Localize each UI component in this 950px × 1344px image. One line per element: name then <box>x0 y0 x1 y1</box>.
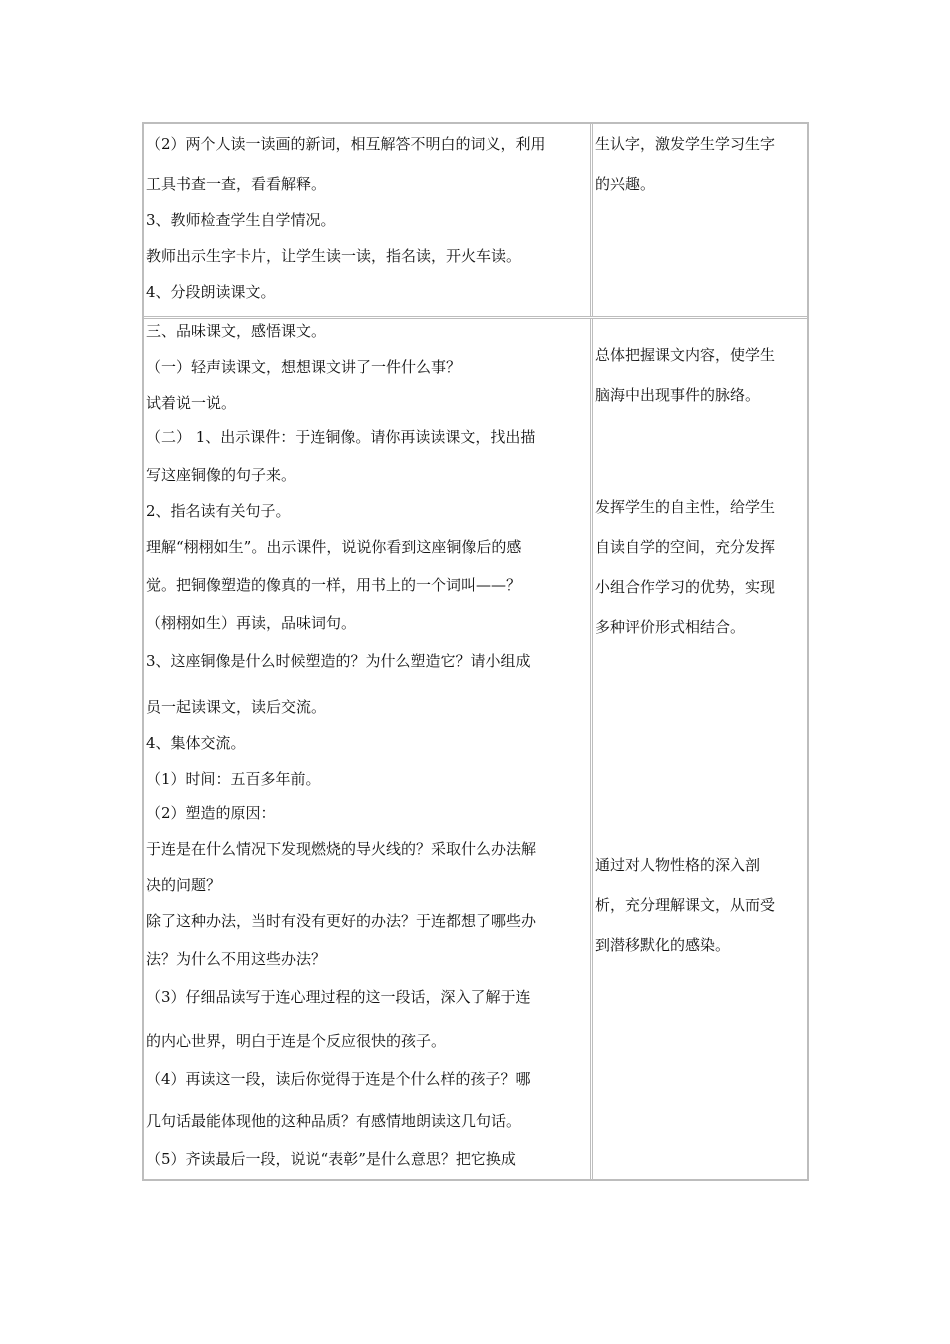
text-line: 生认字，激发学生学习生字 <box>595 135 776 153</box>
text-line: 决的问题？ <box>146 876 222 894</box>
teaching-process-cell <box>144 124 593 316</box>
text-line: 自读自学的空间，充分发挥 <box>595 538 776 556</box>
text-line: 析，充分理解课文，从而受 <box>595 896 776 914</box>
teaching-process-cell <box>144 319 593 1179</box>
text-line: 4、分段朗读课文。 <box>146 283 276 301</box>
text-line: （一）轻声读课文，想想课文讲了一件什么事？ <box>146 358 462 376</box>
text-line: 总体把握课文内容，使学生 <box>595 346 776 364</box>
text-line: （2）塑造的原因： <box>146 804 276 822</box>
text-line: （2）两个人读一读画的新词，相互解答不明白的词义，利用 <box>146 135 546 153</box>
text-line: 法？为什么不用这些办法？ <box>146 950 327 968</box>
text-line: （5）齐读最后一段，说说“表彰”是什么意思？把它换成 <box>146 1150 516 1168</box>
text-line: 试着说一说。 <box>146 394 237 412</box>
text-line: 小组合作学习的优势，实现 <box>595 578 776 596</box>
table-row <box>144 124 807 319</box>
text-line: （二） 1、出示课件：于连铜像。请你再读读课文，找出描 <box>146 428 536 446</box>
text-line: 几句话最能体现他的这种品质？有感情地朗读这几句话。 <box>146 1112 522 1130</box>
text-line: 3、这座铜像是什么时候塑造的？为什么塑造它？请小组成 <box>146 652 531 670</box>
text-line: 工具书查一查，看看解释。 <box>146 175 327 193</box>
text-line: 教师出示生字卡片，让学生读一读，指名读，开火车读。 <box>146 247 522 265</box>
text-line: 3、教师检查学生自学情况。 <box>146 211 336 229</box>
text-line: 多种评价形式相结合。 <box>595 618 746 636</box>
design-intent-cell <box>593 124 807 316</box>
text-line: 三、品味课文，感悟课文。 <box>146 322 327 340</box>
text-line: 发挥学生的自主性，给学生 <box>595 498 776 516</box>
lesson-plan-table <box>142 122 809 1181</box>
text-line: （栩栩如生）再读，品味词句。 <box>146 614 357 632</box>
text-line: 觉。把铜像塑造的像真的一样，用书上的一个词叫——？ <box>146 576 522 594</box>
text-line: 员一起读课文，读后交流。 <box>146 698 327 716</box>
text-line: 的内心世界，明白于连是个反应很快的孩子。 <box>146 1032 447 1050</box>
text-line: 的兴趣。 <box>595 175 656 193</box>
text-line: 通过对人物性格的深入剖 <box>595 856 761 874</box>
text-line: 2、指名读有关句子。 <box>146 502 291 520</box>
text-line: 到潜移默化的感染。 <box>595 936 731 954</box>
text-line: 写这座铜像的句子来。 <box>146 466 297 484</box>
table-row <box>144 319 807 1179</box>
text-line: 脑海中出现事件的脉络。 <box>595 386 761 404</box>
text-line: 4、集体交流。 <box>146 734 246 752</box>
text-line: 除了这种办法，当时有没有更好的办法？于连都想了哪些办 <box>146 912 537 930</box>
text-line: 理解“栩栩如生”。出示课件，说说你看到这座铜像后的感 <box>146 538 522 556</box>
text-line: （4）再读这一段，读后你觉得于连是个什么样的孩子？哪 <box>146 1070 531 1088</box>
text-line: 于连是在什么情况下发现燃烧的导火线的？采取什么办法解 <box>146 840 537 858</box>
design-intent-cell <box>593 319 807 1179</box>
text-line: （3）仔细品读写于连心理过程的这一段话，深入了解于连 <box>146 988 531 1006</box>
text-line: （1）时间：五百多年前。 <box>146 770 321 788</box>
